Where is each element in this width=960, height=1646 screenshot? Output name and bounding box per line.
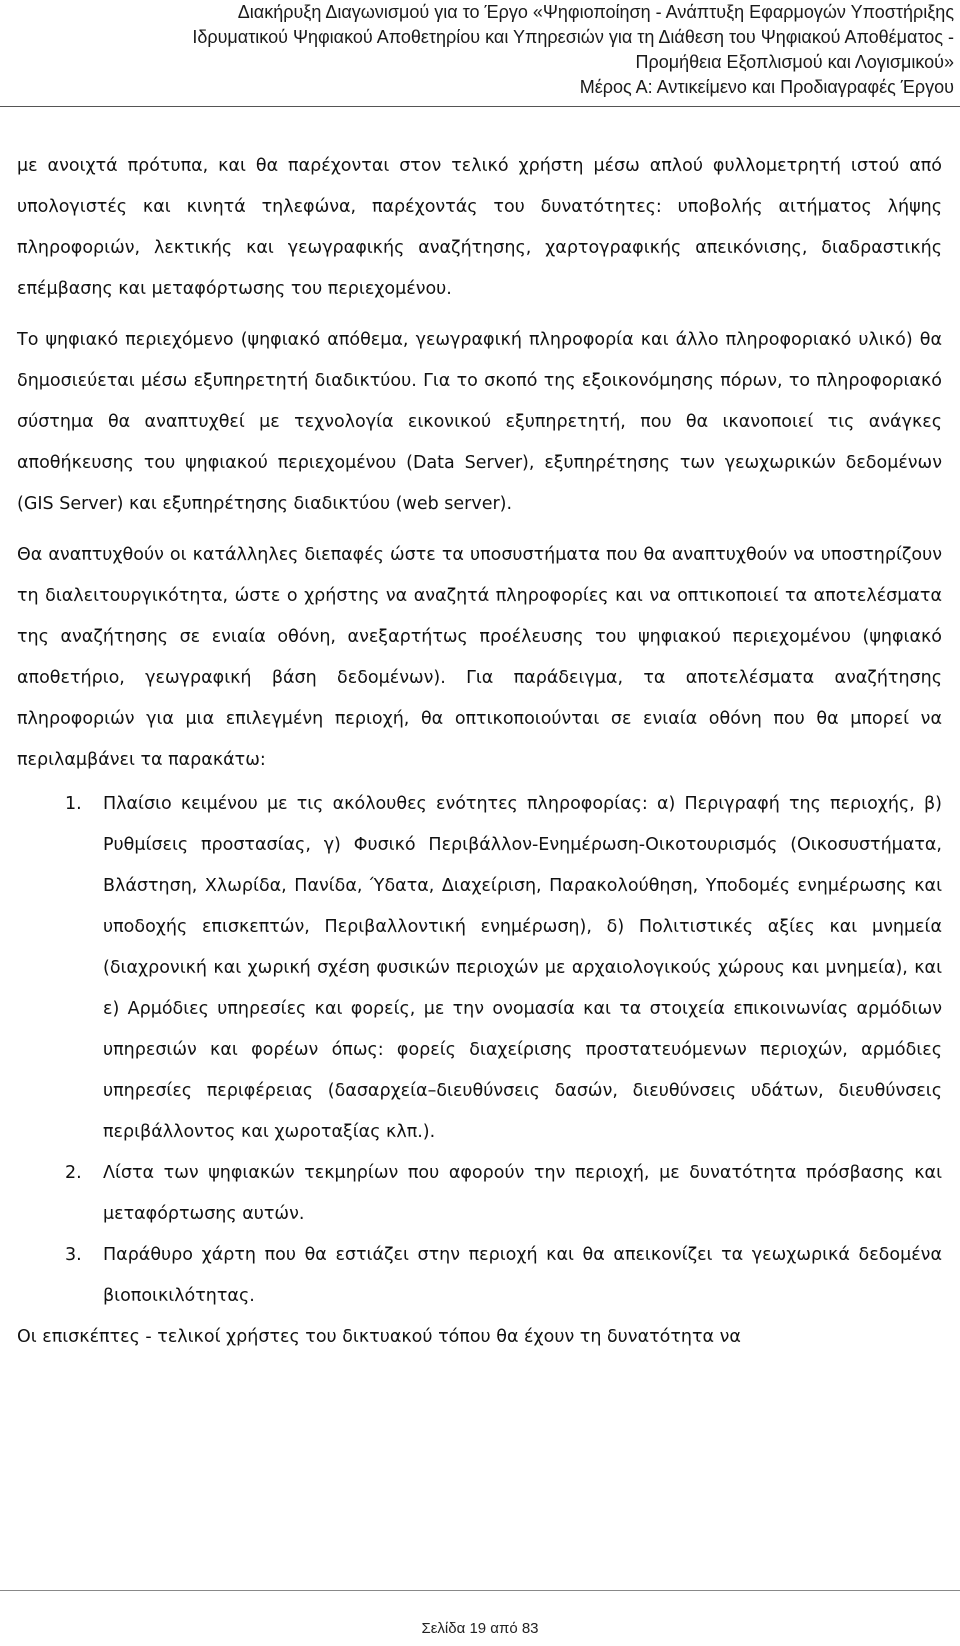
paragraph-web-access: με ανοιχτά πρότυπα, και θα παρέχονται στον τελικό χρήστη μέσω απλού φυλλομετρητή ιστού από υπολογιστές και κινητά τηλεφώνα, παρέχοντάς του δυνατότητες: υποβολής αιτήματος λήψης πληροφοριών, λεκτικής και γεωγραφικής αναζήτησης, χαρτογραφικής απεικόνισης, διαδραστικής επέμβασης και μεταφόρτωσης του περιεχομένου. <box>17 156 942 299</box>
paragraph-server-architecture: Το ψηφιακό περιεχόμενο (ψηφιακό απόθεμα, γεωγραφική πληροφορία και άλλο πληροφοριακό υλικό) θα δημοσιεύεται μέσω εξυπηρετητή διαδικτύου. Για το σκοπό της εξοικονόμησης πόρων, το πληροφοριακό σύστημα θα αναπτυχθεί με τεχνολογία εικονικού εξυπηρετητή, που θα ικανοποιεί τις ανάγκες αποθήκευσης του ψηφιακού περιεχομένου (Data Server), εξυπηρέτησης των γεωχωρικών δεδομένων (GIS Server) και εξυπηρέτησης διαδικτύου (web server). <box>17 330 942 514</box>
list-item-number: 2. <box>65 1163 82 1183</box>
list-item <box>17 1153 942 1235</box>
header-title-block <box>192 0 954 100</box>
paragraph-interoperability: Θα αναπτυχθούν οι κατάλληλες διεπαφές ώστε τα υποσυστήματα που θα αναπτυχθούν να υποστηρίζουν τη διαλειτουργικότητα, ώστε ο χρήστης να αναζητά πληροφορίες και να οπτικοποιεί τα αποτελέσματα της αναζήτησης σε ενιαία οθόνη, ανεξαρτήτως προέλευσης του ψηφιακού περιεχομένου (ψηφιακό αποθετήριο, γεωγραφική βάση δεδομένων). Για παράδειγμα, τα αποτελέσματα αναζήτησης πληροφοριών για μια επιλεγμένη περιοχή, θα οπτικοποιούνται σε ενιαία οθόνη που θα μπορεί να περιλαμβάνει τα παρακάτω: <box>17 545 942 770</box>
header-line-3: Προμήθεια Εξοπλισμού και Λογισμικού» <box>635 52 954 72</box>
list-item <box>17 784 942 1153</box>
header-line-4: Μέρος Α: Αντικείμενο και Προδιαγραφές Έργου <box>579 77 954 97</box>
paragraph-visitors: Οι επισκέπτες - τελικοί χρήστες του δικτυακού τόπου θα έχουν τη δυνατότητα να <box>17 1327 741 1347</box>
list-item-number: 3. <box>65 1245 82 1265</box>
list-item-number: 1. <box>65 794 82 814</box>
document-body <box>17 146 942 1358</box>
header-divider <box>0 106 960 107</box>
list-item <box>17 1235 942 1317</box>
page-number: Σελίδα 19 από 83 <box>421 1620 539 1637</box>
footer-divider <box>0 1590 960 1591</box>
list-item-text: Πλαίσιο κειμένου με τις ακόλουθες ενότητες πληροφορίας: α) Περιγραφή της περιοχής, β) Ρυθμίσεις προστασίας, γ) Φυσικό Περιβάλλον-Ενημέρωση-Οικοτουρισμός (Οικοσυστήματα, Βλάστηση, Χλωρίδα, Πανίδα, Ύδατα, Διαχείριση, Παρακολούθηση, Υποδομές ενημέρωσης και υποδοχής επισκεπτών, Περιβαλλοντική ενημέρωση), δ) Πολιτιστικές αξίες και μνημεία (διαχρονική και χωρική σχέση φυσικών περιοχών με αρχαιολογικούς χώρους και μνημεία), και ε) Αρμόδιες υπηρεσίες και φορείς, με την ονομασία και τα στοιχεία επικοινωνίας αρμόδιων υπηρεσιών και φορέων όπως: φορείς διαχείρισης προστατευόμενων περιοχών, αρμόδιες υπηρεσίες περιφέρειας (δασαρχεία–διευθύνσεις δασών, διευθύνσεις υδάτων, διευθύνσεις περιβάλλοντος και χωροταξίας κλπ.). <box>103 794 942 1142</box>
list-item-text: Λίστα των ψηφιακών τεκμηρίων που αφορούν την περιοχή, με δυνατότητα πρόσβασης και μεταφόρτωσης αυτών. <box>103 1163 942 1224</box>
list-item-text: Παράθυρο χάρτη που θα εστιάζει στην περιοχή και θα απεικονίζει τα γεωχωρικά δεδομένα βιοποικιλότητας. <box>103 1245 942 1306</box>
header-line-1: Διακήρυξη Διαγωνισμού για το Έργο «Ψηφιοποίηση - Ανάπτυξη Εφαρμογών Υποστήριξης <box>237 2 954 22</box>
display-components-list <box>17 784 942 1317</box>
header-line-2: Ιδρυματικού Ψηφιακού Αποθετηρίου και Υπηρεσιών για τη Διάθεση του Ψηφιακού Αποθέματος - <box>192 27 954 47</box>
page-header <box>0 0 960 108</box>
